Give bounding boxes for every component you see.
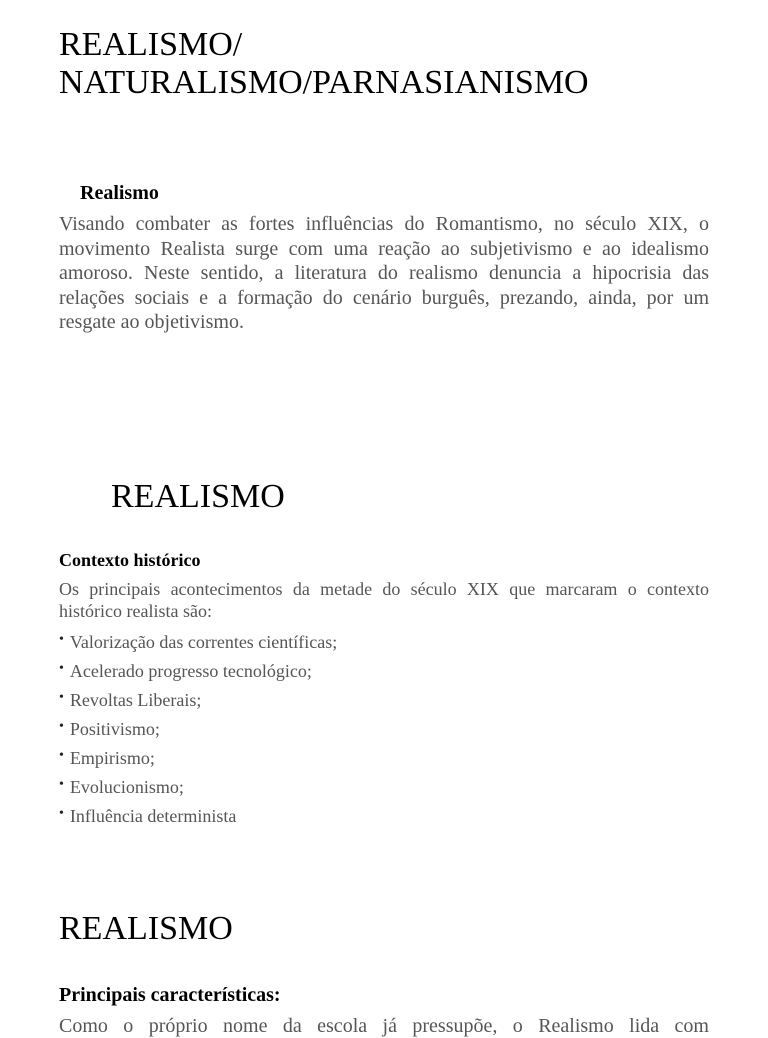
slide-title-line-1: REALISMO/ [59, 26, 243, 63]
bullet-icon: • [59, 719, 64, 734]
context-heading: Contexto histórico [59, 550, 201, 570]
bullet-icon: • [59, 632, 64, 647]
list-item-text: Positivismo; [69, 719, 160, 739]
bullet-icon: • [59, 748, 64, 763]
bullet-icon: • [59, 806, 64, 821]
realismo-subheading: Realismo [80, 182, 159, 204]
list-item [59, 686, 337, 715]
slide-title [59, 26, 589, 102]
context-intro-paragraph: Os principais acontecimentos da metade do século XIX que marcaram o contexto histórico realista são: [59, 579, 709, 621]
list-item-text: Acelerado progresso tecnológico; [69, 661, 312, 681]
bullet-icon: • [59, 690, 64, 705]
bullet-icon: • [59, 777, 64, 792]
list-item-text: Evolucionismo; [69, 777, 184, 797]
list-item [59, 744, 337, 773]
bullet-icon: • [59, 661, 64, 676]
list-item [59, 628, 337, 657]
list-item-text: Revoltas Liberais; [69, 690, 202, 710]
realismo-paragraph: Visando combater as fortes influências do Romantismo, no século XIX, o movimento Realista surge com uma reação ao subjetivismo e ao idealismo amoroso. Neste sentido, a literatura do realismo denuncia a hipocrisia das relações sociais e a formação do cenário burguês, prezando, ainda, por um resgate ao objetivismo. [59, 213, 709, 333]
list-item-text: Influência determinista [69, 806, 237, 826]
slide-3-title: REALISMO [59, 910, 233, 947]
list-item [59, 802, 337, 831]
list-item-text: Valorização das correntes científicas; [69, 632, 338, 652]
slide-2-title: REALISMO [111, 478, 285, 515]
list-item-text: Empirismo; [69, 748, 155, 768]
context-bullet-list [59, 628, 337, 831]
list-item [59, 657, 337, 686]
characteristics-paragraph-partial: Como o próprio nome da escola já pressupõe, o Realismo lida com [59, 1015, 709, 1037]
list-item [59, 773, 337, 802]
characteristics-heading: Principais características: [59, 984, 281, 1006]
list-item [59, 715, 337, 744]
slide-title-line-2: NATURALISMO/PARNASIANISMO [59, 64, 589, 101]
